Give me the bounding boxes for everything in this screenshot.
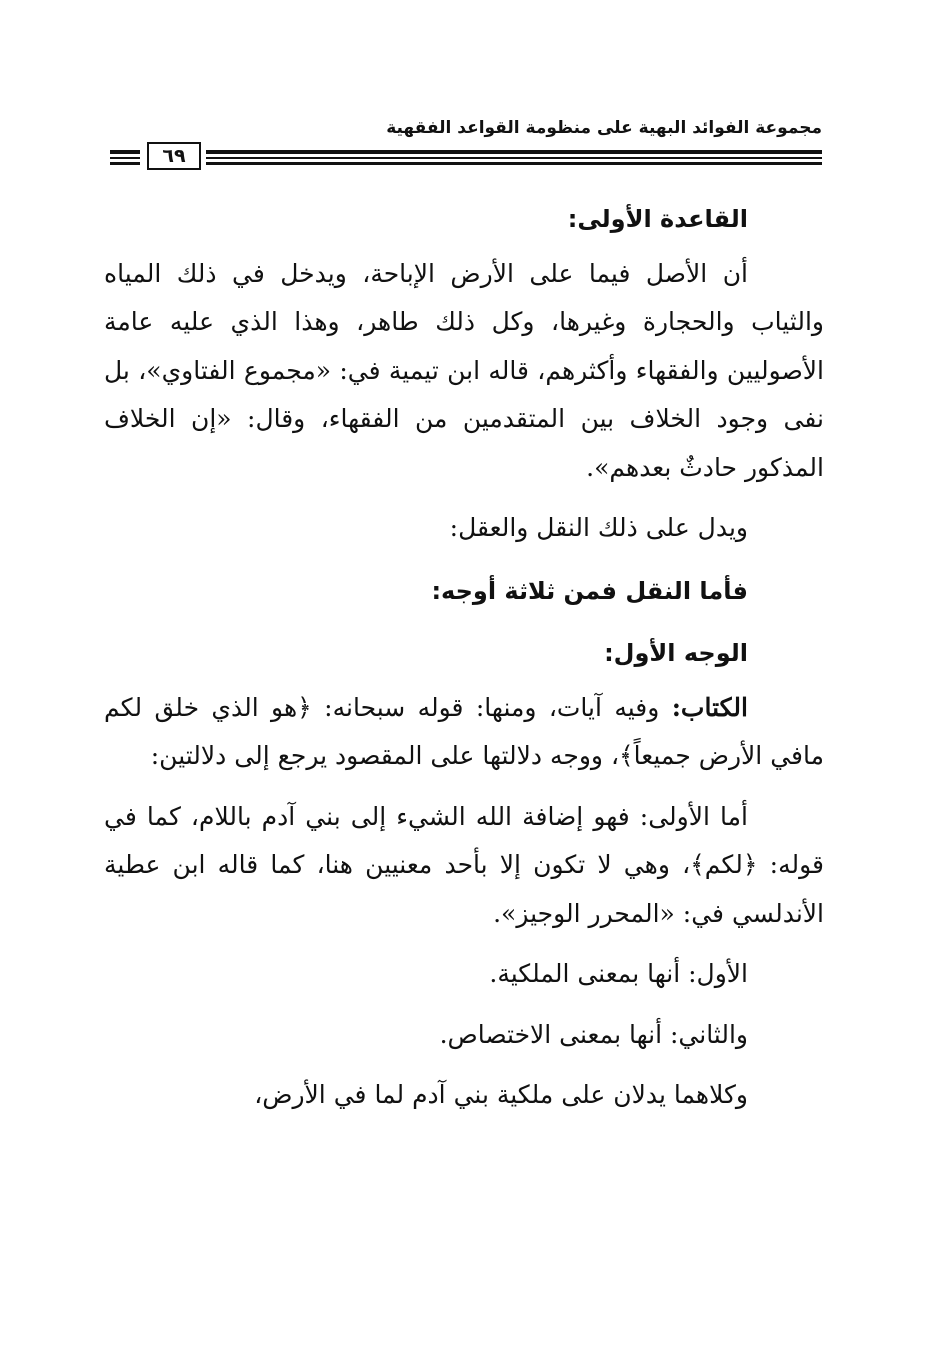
header-rule bbox=[206, 157, 822, 159]
page-number: ٦٩ bbox=[147, 142, 201, 170]
heading-rule-one: القاعدة الأولى: bbox=[567, 205, 748, 233]
paragraph-first-indication: أما الأولى: فهو إضافة الله الشيء إلى بني آدم باللام، كما في قوله: ﴿لكم﴾، وهي لا تكون إلا بأحد معنيين هنا، كما قاله ابن عطية الأندلسي في: «المحرر الوجيز». bbox=[104, 801, 824, 928]
paragraph-principle: أن الأصل فيما على الأرض الإباحة، ويدخل في ذلك المياه والثياب والحجارة وغيرها، وكل ذلك طاهر، وهذا الذي عليه عامة الأصوليين والفقهاء وأكثرهم، قاله ابن تيمية في: «مجموع الفتاوي»، بل نفى وجود الخلاف بين المتقدمين من الفقهاء، وقال: «إن الخلاف المذكور حادثٌ بعدهم». bbox=[104, 258, 824, 482]
heading-transmission: فأما النقل فمن ثلاثة أوجه: bbox=[431, 576, 748, 605]
book-lead: الكتاب: bbox=[671, 692, 748, 722]
meaning-second: والثاني: أنها بمعنى الاختصاص. bbox=[439, 1019, 748, 1049]
running-title: مجموعة الفوائد البهية على منظومة القواعد الفقهية bbox=[386, 118, 822, 138]
meaning-first: الأول: أنها بمعنى الملكية. bbox=[489, 959, 748, 988]
paragraph-both: وكلاهما يدلان على ملكية بني آدم لما في الأرض، bbox=[254, 1080, 748, 1109]
header-rule bbox=[206, 162, 822, 165]
header-rule-short bbox=[110, 157, 140, 159]
paragraph-evidence: ويدل على ذلك النقل والعقل: bbox=[449, 513, 748, 542]
header-rule bbox=[206, 150, 822, 154]
book-text: وفيه آيات، ومنها: قوله سبحانه: ﴿هو الذي خلق لكم مافي الأرض جميعاً﴾، ووجه دلالتها على المقصود يرجع إلى دلالتين: bbox=[104, 692, 824, 770]
page-body bbox=[104, 195, 824, 1120]
heading-first-aspect: الوجه الأول: bbox=[604, 639, 748, 667]
header-rule-short bbox=[110, 150, 140, 154]
paragraph-book bbox=[104, 684, 824, 781]
page-header bbox=[110, 112, 822, 172]
header-rule-short bbox=[110, 162, 140, 165]
